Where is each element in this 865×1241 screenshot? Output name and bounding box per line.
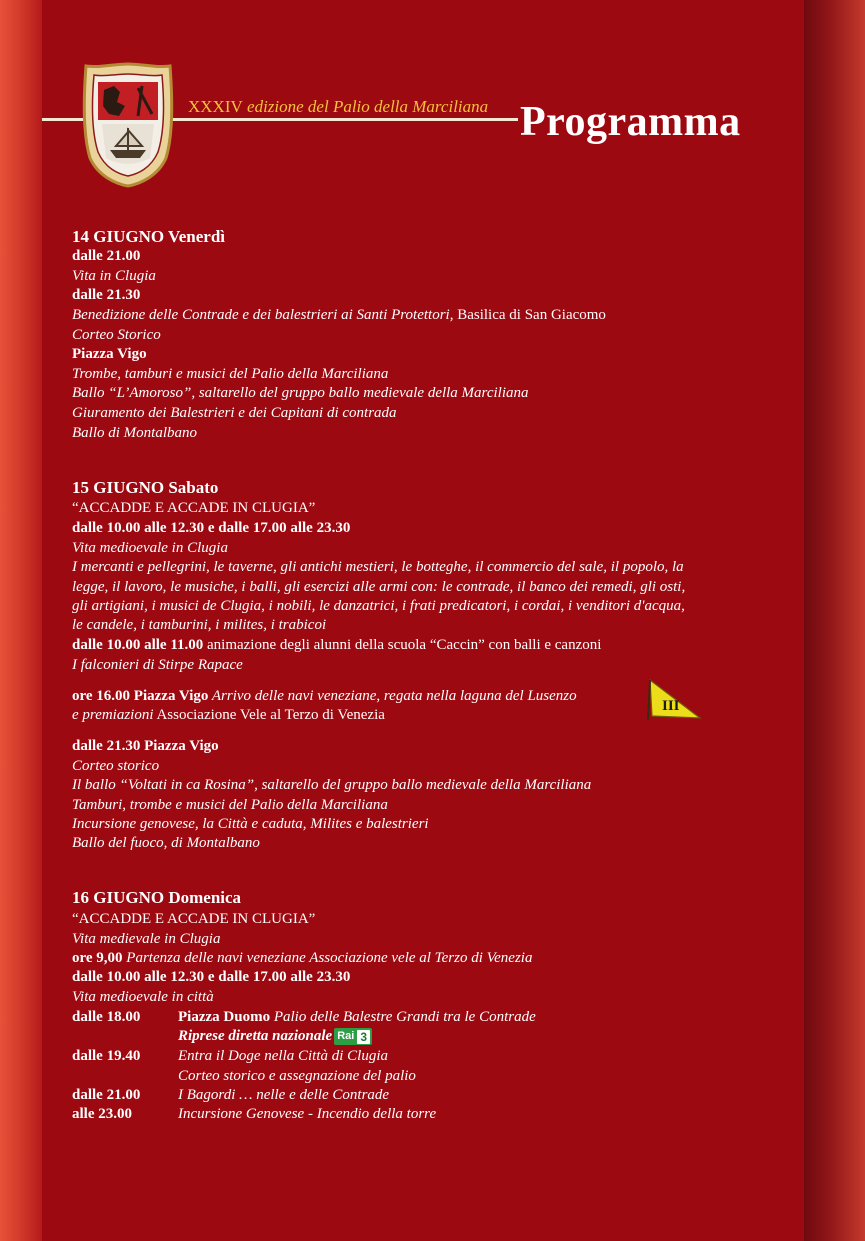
schedule-time: alle 23.00 [72,1106,132,1122]
schedule-event-part: Piazza Duomo [178,1009,271,1025]
schedule-event: Corteo storico e assegnazione del palio [178,1068,416,1084]
schedule-event-part: Palio delle Balestre Grandi tra le Contrade [270,1009,536,1025]
schedule-event-part: Riprese diretta nazionale [178,1028,333,1044]
day3-line [72,949,532,968]
day2-line: I falconieri di Stirpe Rapace [72,657,243,673]
day2-line: legge, il lavoro, le musiche, i balli, gli esercizi alle armi con: le contrade, il banco dei remedi, gli osti, [72,579,686,595]
day2-line: gli artigiani, i musici de Clugia, i nobili, le danzatrici, i frati predicatori, i cordai, i venditori d'acqua, [72,598,685,614]
edition-text: edizione del Palio della Marciliana [247,97,489,116]
day1-line: Corteo Storico [72,327,161,343]
sail-flag-text: III [662,698,680,714]
day1-line: Trombe, tamburi e musici del Palio della Marciliana [72,366,389,382]
page-title: Programma [520,99,741,145]
day2-line: I mercanti e pellegrini, le taverne, gli antichi mestieri, le botteghe, il commercio del sale, il popolo, la [72,559,684,575]
rai-logo-text: Rai [337,1030,355,1043]
day2-line-part: dalle 10.00 alle 11.00 [72,637,204,653]
schedule-event [178,1008,536,1027]
rai3-logo-icon [334,1028,372,1045]
day3-line: “ACCADDE E ACCADE IN CLUGIA” [72,911,316,927]
crest-logo-icon [80,62,176,188]
day1-line: dalle 21.00 [72,248,141,264]
decorative-band [804,0,865,1241]
schedule-event: Entra il Doge nella Città di Clugia [178,1048,388,1064]
day2-line: Vita medioevale in Clugia [72,540,228,556]
schedule-event: I Bagordi … nelle e delle Contrade [178,1087,390,1103]
day3-heading: 16 GIUGNO Domenica [72,888,242,907]
day1-heading: 14 GIUGNO Venerdì [72,227,226,246]
day2-line-part: ore 16.00 Piazza Vigo [72,688,209,704]
day2-line: Corteo storico [72,758,160,774]
day2-line: Il ballo “Voltati in ca Rosina”, saltarello del gruppo ballo medievale della Marciliana [72,777,592,793]
edition-subtitle [188,97,488,117]
day1-line: Piazza Vigo [72,346,147,362]
schedule-time: dalle 19.40 [72,1048,141,1064]
day2-line: dalle 21.30 Piazza Vigo [72,738,219,754]
day2-line-part: animazione degli alunni della scuola “Caccin” con balli e canzoni [203,637,602,653]
day1-line: Vita in Clugia [72,268,156,284]
day2-line-part: Arrivo delle navi veneziane, regata nella laguna del Lusenzo [208,688,577,704]
day1-line-part: Benedizione delle Contrade e dei balestrieri ai Santi Protettori, [72,307,454,323]
edition-number: XXXIV [188,97,243,116]
day3-line: Vita medievale in Clugia [72,931,221,947]
day2-line [72,687,577,706]
day2-line: dalle 10.00 alle 12.30 e dalle 17.00 alle 23.30 [72,520,351,536]
schedule-event: Incursione Genovese - Incendio della torre [178,1106,437,1122]
day2-heading: 15 GIUGNO Sabato [72,478,219,497]
schedule-time: dalle 21.00 [72,1087,141,1103]
day2-line: le candele, i tamburini, i milites, i trabicoi [72,617,327,633]
day1-line: Ballo “L’Amoroso”, saltarello del gruppo ballo medievale della Marciliana [72,385,529,401]
sail-flag-icon [642,676,704,722]
day2-line-part: Associazione Vele al Terzo di Venezia [153,707,385,723]
day2-line-part: e premiazioni [72,707,154,723]
day3-line-part: Partenza delle navi veneziane Associazione vele al Terzo di Venezia [122,950,533,966]
day2-line: “ACCADDE E ACCADE IN CLUGIA” [72,500,316,516]
day3-line-part: ore 9,00 [72,950,123,966]
schedule-time: dalle 18.00 [72,1009,141,1025]
schedule-event [178,1027,372,1046]
day1-line: Giuramento dei Balestrieri e dei Capitani di contrada [72,405,397,421]
day2-line: Incursione genovese, la Città e caduta, Milites e balestrieri [72,816,429,832]
day1-line: dalle 21.30 [72,287,141,303]
day1-line: Ballo di Montalbano [72,425,197,441]
day2-line [72,636,601,655]
day1-line-part: Basilica di San Giacomo [453,307,606,323]
day3-line: dalle 10.00 alle 12.30 e dalle 17.00 alle 23.30 [72,969,351,985]
day2-line [72,706,385,725]
rai-logo-number: 3 [357,1030,370,1044]
day3-line: Vita medioevale in città [72,989,214,1005]
day2-line: Ballo del fuoco, di Montalbano [72,835,260,851]
day1-line [72,306,606,325]
day2-line: Tamburi, trombe e musici del Palio della Marciliana [72,797,388,813]
